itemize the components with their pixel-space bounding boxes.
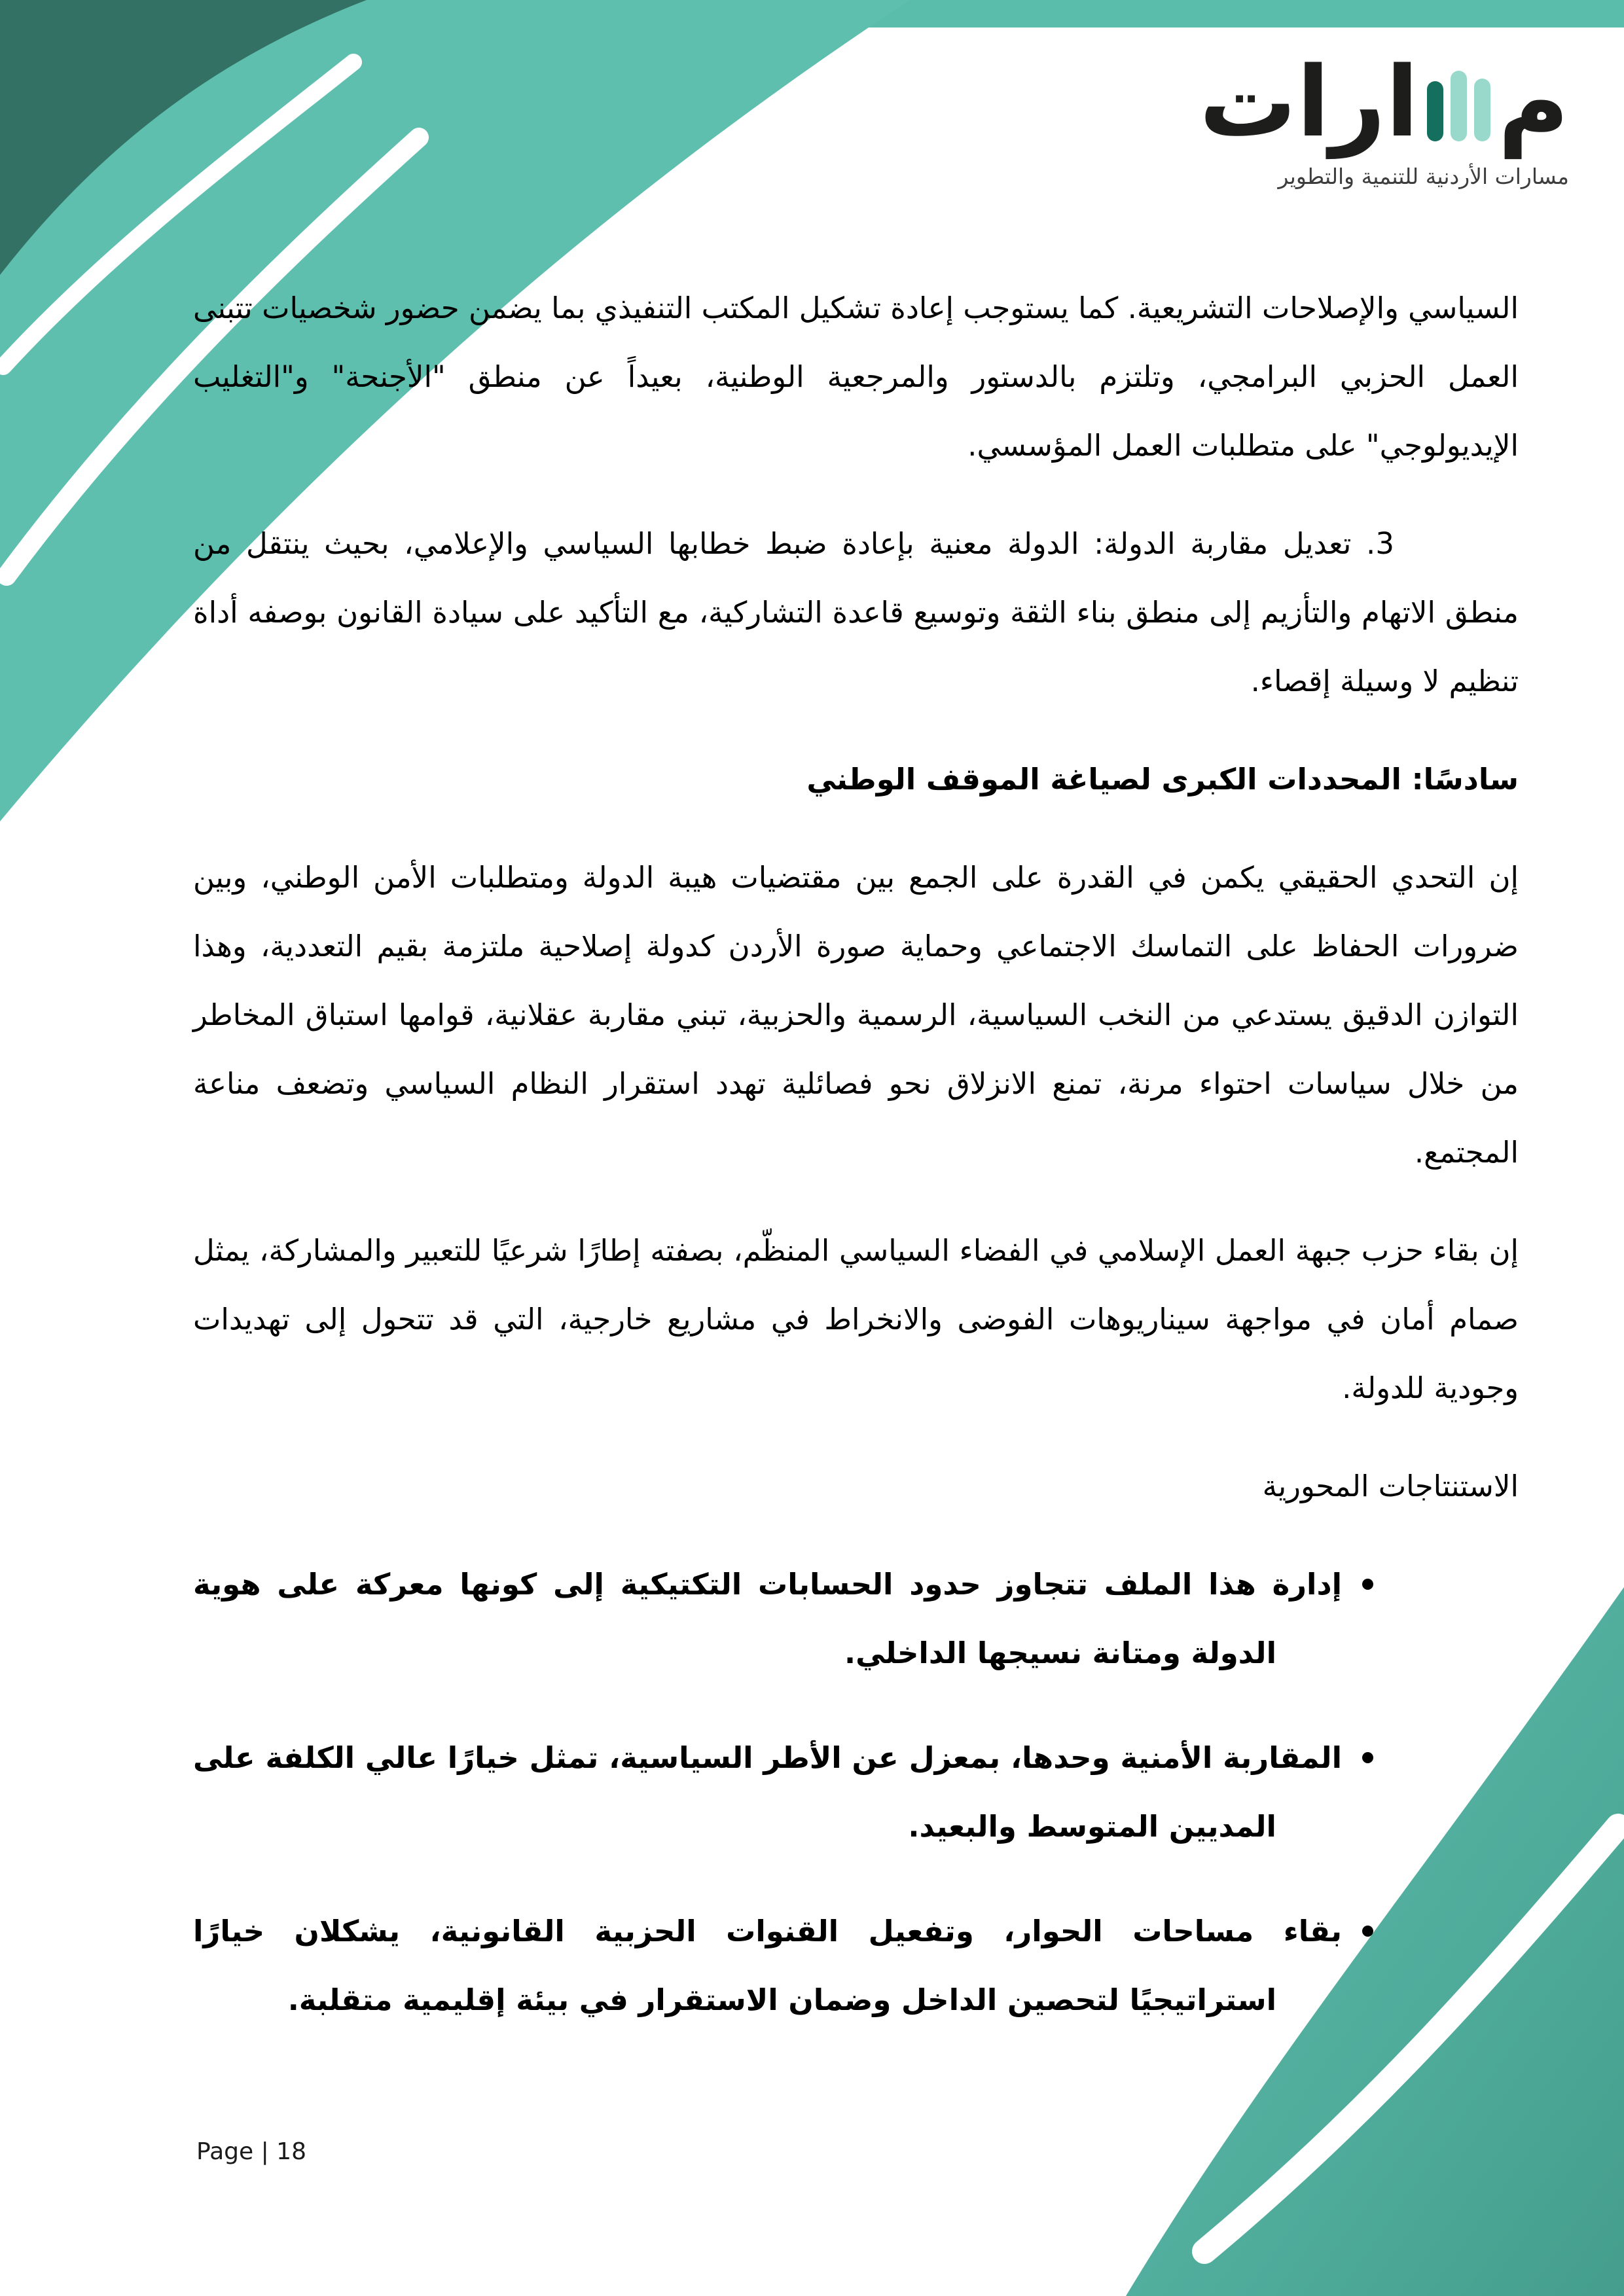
bullet-item	[193, 1550, 1342, 1687]
logo-letter-meem: م	[1498, 46, 1569, 158]
bullet-item	[193, 1723, 1342, 1861]
bullet-dot-icon	[1362, 1579, 1373, 1590]
bullet-dot-icon	[1362, 1926, 1373, 1937]
paragraph-iaf: إن بقاء حزب جبهة العمل الإسلامي في الفضاء السياسي المنظّم، بصفته إطارًا شرعيًا للتعبير والمشاركة، يمثل صمام أمان في مواجهة سيناريوهات الفوضى والانخراط في مشاريع خارجية، التي قد تتحول إلى تهديدات وجودية للدولة.	[193, 1233, 1519, 1405]
bullet-dot-icon	[1362, 1752, 1373, 1763]
page-number-label: Page | 18	[196, 2138, 306, 2165]
logo-bar-light-1	[1474, 79, 1490, 141]
logo-letters-rest: ارات	[1199, 46, 1419, 158]
bullet-list	[193, 1550, 1519, 2034]
numbered-item-3: 3. تعديل مقاربة الدولة: الدولة معنية بإعادة ضبط خطابها السياسي والإعلامي، بحيث ينتقل من منطق الاتهام والتأزيم إلى منطق بناء الثقة وتوسيع قاعدة التشاركية، مع التأكيد على سيادة القانون بوصفه أداة تنظيم لا وسيلة إقصاء.	[193, 526, 1519, 698]
bullet-text: بقاء مساحات الحوار، وتفعيل القنوات الحزبية القانونية، يشكلان خيارًا استراتيجيًا لتحصين الداخل وضمان الاستقرار في بيئة إقليمية متقلبة.	[193, 1914, 1342, 2017]
bullet-text: إدارة هذا الملف تتجاوز حدود الحسابات التكتيكية إلى كونها معركة على هوية الدولة ومتانة نسيجها الداخلي.	[193, 1567, 1342, 1670]
paragraph-challenge: إن التحدي الحقيقي يكمن في القدرة على الجمع بين مقتضيات هيبة الدولة ومتطلبات الأمن الوطني، وبين ضرورات الحفاظ على التماسك الاجتماعي وحماية صورة الأردن كدولة إصلاحية ملتزمة بقيم التعددية، وهذا التوازن الدقيق يستدعي من النخب السياسية، الرسمية والحزبية، تبني مقاربة عقلانية، قوامها استباق المخاطر من خلال سياسات احتواء مرنة، تمنع الانزلاق نحو فصائلية تهدد استقرار النظام السياسي وتضعف مناعة المجتمع.	[193, 860, 1519, 1170]
bullet-item	[193, 1897, 1342, 2034]
bullet-text: المقاربة الأمنية وحدها، بمعزل عن الأطر السياسية، تمثل خيارًا عالي الكلفة على المديين المتوسط والبعيد.	[193, 1740, 1342, 1844]
logo-wordmark	[1199, 46, 1569, 158]
logo-tagline: مسارات الأردنية للتنمية والتطوير	[1278, 164, 1569, 189]
conclusions-subheading: الاستنتاجات المحورية	[1262, 1469, 1519, 1503]
logo-bar-light-2	[1451, 71, 1467, 141]
masarat-logo	[1199, 46, 1569, 190]
section-heading: سادسًا: المحددات الكبرى لصياغة الموقف الوطني	[806, 762, 1519, 797]
logo-bar-dark	[1427, 81, 1443, 141]
paragraph-continuation: السياسي والإصلاحات التشريعية. كما يستوجب إعادة تشكيل المكتب التنفيذي بما يضمن حضور شخصيات تتبنى العمل الحزبي البرامجي، وتلتزم بالدستور والمرجعية الوطنية، بعيداً عن منطق "الأجنحة" و"التغليب الإيديولوجي" على متطلبات العمل المؤسسي.	[193, 291, 1519, 463]
document-body	[193, 274, 1519, 2070]
logo-bars-icon	[1424, 71, 1493, 151]
